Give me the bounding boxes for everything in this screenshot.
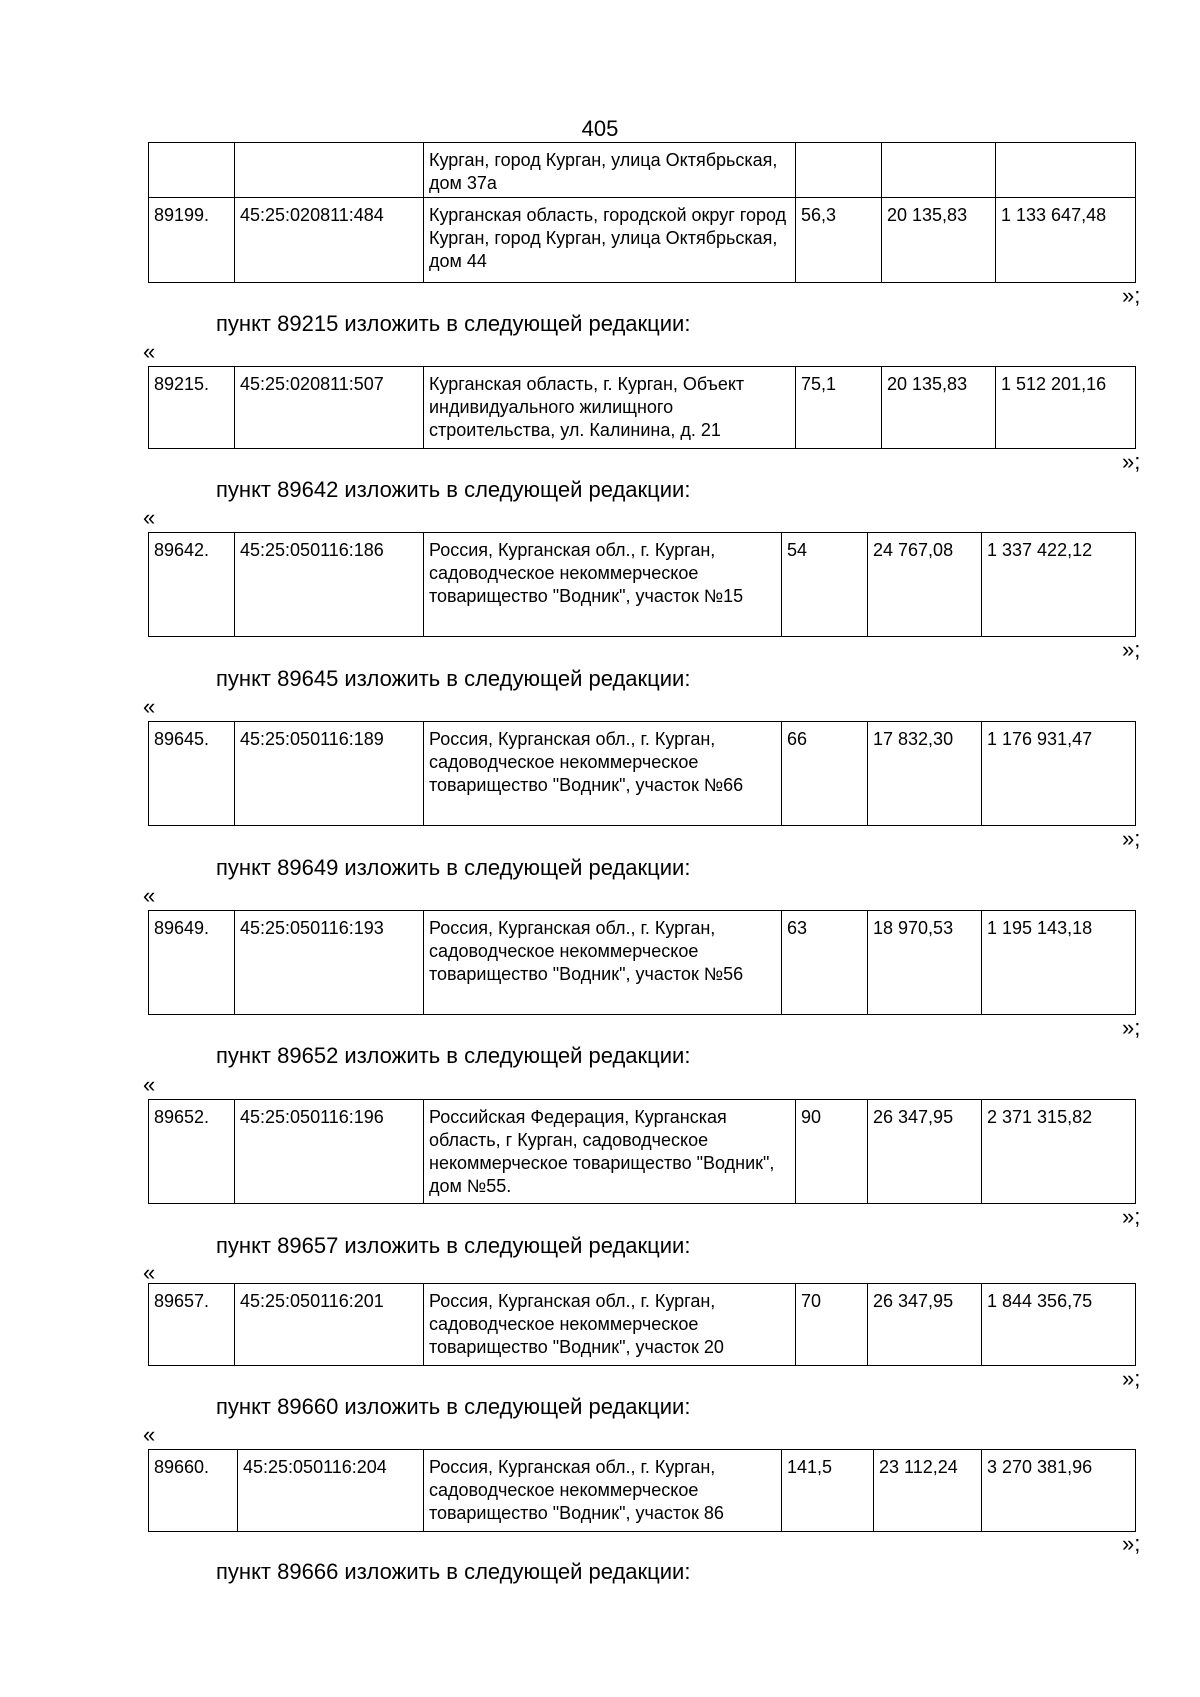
row-number-cell: [149, 143, 235, 198]
amendment-heading: пункт 89649 изложить в следующей редакции:: [216, 855, 691, 880]
cadastral-number-cell: [235, 143, 424, 198]
total-value-cell: [996, 143, 1136, 198]
opening-quote: «: [143, 1422, 156, 1447]
cadastral-number-cell: 45:25:050116:204: [238, 1450, 424, 1532]
address-cell: Курганская область, г. Курган, Объект индивидуального жилищного строительства, ул. Калинина, д. 21: [424, 367, 796, 449]
unit-value-cell: 17 832,30: [868, 722, 982, 826]
table-row: [149, 533, 1136, 637]
table-row: [149, 1450, 1136, 1532]
cadastral-number-cell: 45:25:050116:186: [235, 533, 424, 637]
opening-quote: «: [143, 883, 156, 908]
row-number-cell: 89645.: [149, 722, 235, 826]
total-value-cell: 1 844 356,75: [982, 1284, 1136, 1366]
amendment-heading: пункт 89657 изложить в следующей редакции:: [216, 1233, 691, 1258]
area-cell: 75,1: [796, 367, 882, 449]
unit-value-cell: 18 970,53: [868, 911, 982, 1015]
closing-quote: »;: [1122, 1015, 1141, 1040]
cadastral-number-cell: 45:25:050116:201: [235, 1284, 424, 1366]
area-cell: [796, 143, 882, 198]
table-row: [149, 198, 1136, 283]
cadastral-number-cell: 45:25:050116:193: [235, 911, 424, 1015]
opening-quote: «: [143, 694, 156, 719]
total-value-cell: 2 371 315,82: [982, 1100, 1136, 1204]
record-table: [148, 142, 1136, 283]
area-cell: 54: [782, 533, 868, 637]
closing-quote: »;: [1122, 449, 1141, 474]
amendment-heading: пункт 89652 изложить в следующей редакции:: [216, 1043, 691, 1068]
amendment-heading: пункт 89645 изложить в следующей редакции:: [216, 666, 691, 691]
record-table: [148, 366, 1136, 449]
closing-quote: »;: [1122, 1531, 1141, 1556]
address-cell: Россия, Курганская обл., г. Курган, садоводческое некоммерческое товарищество "Водник", участок 86: [424, 1450, 782, 1532]
opening-quote: «: [143, 505, 156, 530]
record-table: [148, 1449, 1136, 1532]
row-number-cell: 89199.: [149, 198, 235, 283]
total-value-cell: 1 133 647,48: [996, 198, 1136, 283]
row-number-cell: 89657.: [149, 1284, 235, 1366]
opening-quote: «: [143, 1260, 156, 1285]
area-cell: 70: [796, 1284, 868, 1366]
row-number-cell: 89652.: [149, 1100, 235, 1204]
closing-quote: »;: [1122, 637, 1141, 662]
closing-quote: »;: [1122, 283, 1141, 308]
table-row: [149, 1100, 1136, 1204]
record-table: [148, 721, 1136, 826]
cadastral-number-cell: 45:25:020811:484: [235, 198, 424, 283]
table-row: [149, 143, 1136, 198]
record-table: [148, 910, 1136, 1015]
record-table: [148, 532, 1136, 637]
table-row: [149, 367, 1136, 449]
area-cell: 63: [782, 911, 868, 1015]
address-cell: Российская Федерация, Курганская область, г Курган, садоводческое некоммерческое товарищество "Водник", дом №55.: [424, 1100, 796, 1204]
unit-value-cell: 26 347,95: [868, 1100, 982, 1204]
record-table: [148, 1099, 1136, 1204]
address-cell: Россия, Курганская обл., г. Курган, садоводческое некоммерческое товарищество "Водник", участок 20: [424, 1284, 796, 1366]
opening-quote: «: [143, 339, 156, 364]
amendment-heading: пункт 89642 изложить в следующей редакции:: [216, 477, 691, 502]
cadastral-number-cell: 45:25:050116:196: [235, 1100, 424, 1204]
area-cell: 66: [782, 722, 868, 826]
cadastral-number-cell: 45:25:020811:507: [235, 367, 424, 449]
closing-quote: »;: [1122, 1366, 1141, 1391]
area-cell: 141,5: [782, 1450, 874, 1532]
row-number-cell: 89649.: [149, 911, 235, 1015]
row-number-cell: 89642.: [149, 533, 235, 637]
total-value-cell: 3 270 381,96: [982, 1450, 1136, 1532]
total-value-cell: 1 512 201,16: [996, 367, 1136, 449]
address-cell: Курган, город Курган, улица Октябрьская, дом 37а: [424, 143, 796, 198]
unit-value-cell: 23 112,24: [874, 1450, 982, 1532]
address-cell: Россия, Курганская обл., г. Курган, садоводческое некоммерческое товарищество "Водник", участок №56: [424, 911, 782, 1015]
address-cell: Россия, Курганская обл., г. Курган, садоводческое некоммерческое товарищество "Водник", участок №15: [424, 533, 782, 637]
table-row: [149, 722, 1136, 826]
closing-quote: »;: [1122, 1204, 1141, 1229]
page-number: 405: [581, 116, 619, 141]
opening-quote: «: [143, 1072, 156, 1097]
total-value-cell: 1 176 931,47: [982, 722, 1136, 826]
amendment-heading: пункт 89660 изложить в следующей редакции:: [216, 1394, 691, 1419]
address-cell: Курганская область, городской округ город Курган, город Курган, улица Октябрьская, дом 44: [424, 198, 796, 283]
address-cell: Россия, Курганская обл., г. Курган, садоводческое некоммерческое товарищество "Водник", участок №66: [424, 722, 782, 826]
table-row: [149, 1284, 1136, 1366]
amendment-heading: пункт 89666 изложить в следующей редакции:: [216, 1559, 691, 1584]
row-number-cell: 89660.: [149, 1450, 238, 1532]
total-value-cell: 1 337 422,12: [982, 533, 1136, 637]
table-row: [149, 911, 1136, 1015]
area-cell: 90: [796, 1100, 868, 1204]
row-number-cell: 89215.: [149, 367, 235, 449]
closing-quote: »;: [1122, 826, 1141, 851]
total-value-cell: 1 195 143,18: [982, 911, 1136, 1015]
amendment-heading: пункт 89215 изложить в следующей редакции:: [216, 311, 691, 336]
unit-value-cell: 26 347,95: [868, 1284, 982, 1366]
unit-value-cell: [882, 143, 996, 198]
unit-value-cell: 20 135,83: [882, 198, 996, 283]
cadastral-number-cell: 45:25:050116:189: [235, 722, 424, 826]
unit-value-cell: 20 135,83: [882, 367, 996, 449]
area-cell: 56,3: [796, 198, 882, 283]
unit-value-cell: 24 767,08: [868, 533, 982, 637]
record-table: [148, 1283, 1136, 1366]
